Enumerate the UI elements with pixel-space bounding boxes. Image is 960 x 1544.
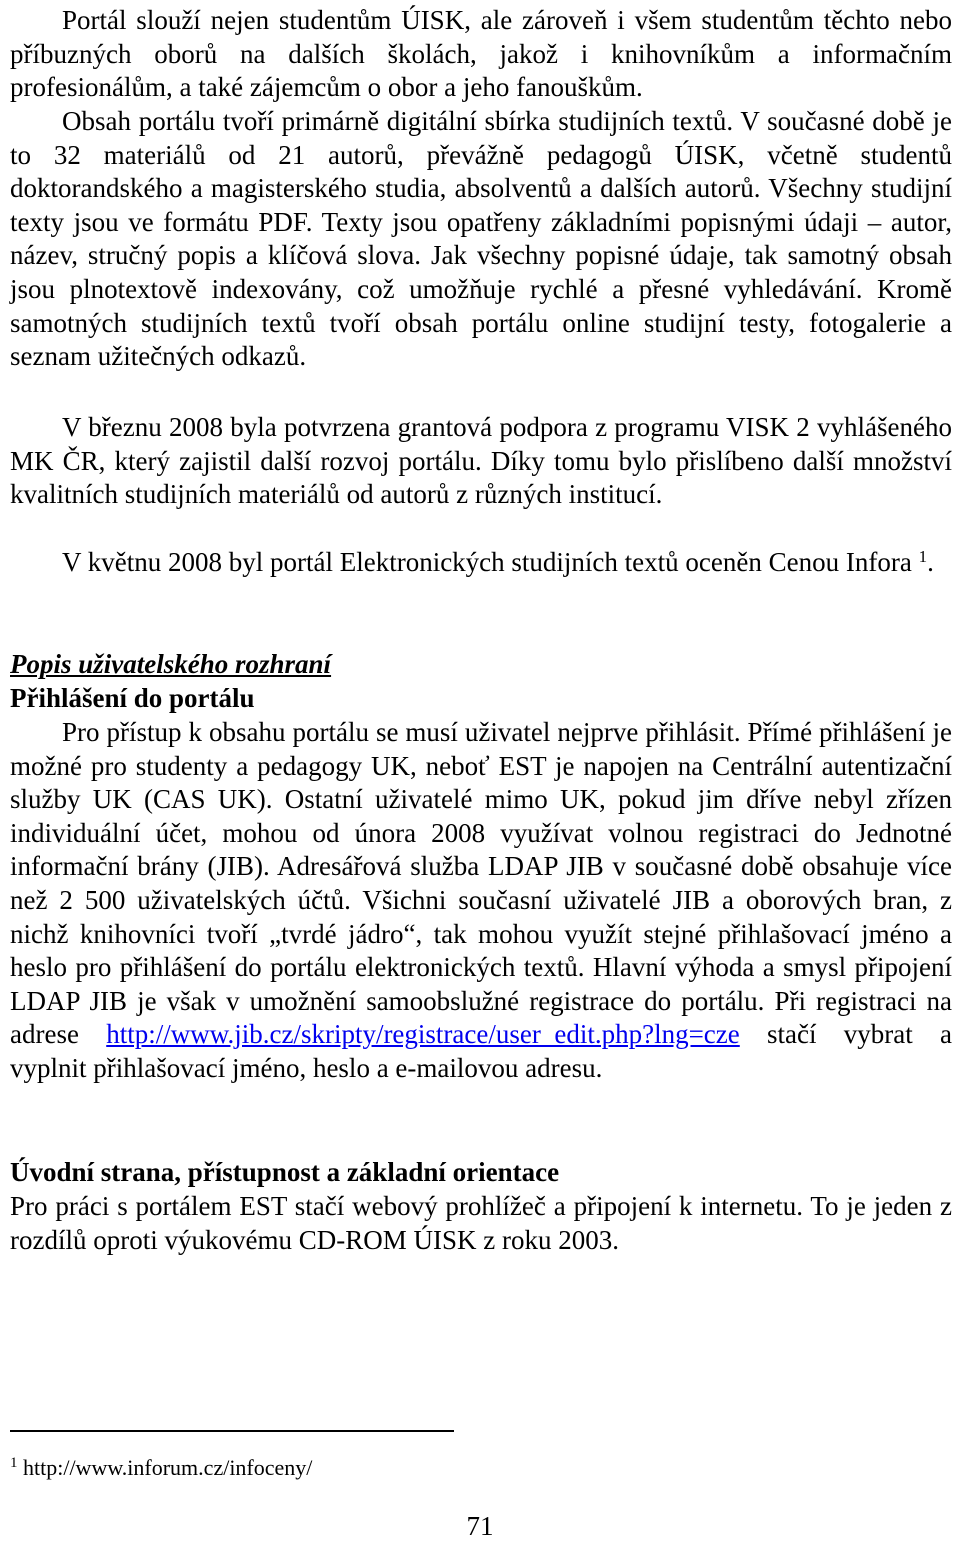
registration-link[interactable]: http://www.jib.cz/skripty/registrace/user_edit.php?lng=cze	[106, 1019, 740, 1050]
home-paragraph: Pro práci s portálem EST stačí webový prohlížeč a připojení k internetu. To je jeden z rozdílů oproti výukovému CD-ROM ÚISK z roku 2003.	[10, 1191, 952, 1255]
footnote-reference[interactable]: 1	[918, 547, 928, 566]
subheading-login: Přihlášení do portálu	[10, 683, 255, 713]
login-paragraph-end: stačí vybrat a vyplnit přihlašovací jméno, heslo a e-mailovou adresu.	[10, 1019, 952, 1083]
footnote	[10, 1454, 312, 1482]
footnote-url[interactable]: http://www.inforum.cz/infoceny/	[23, 1455, 313, 1480]
intro-paragraph-3: V březnu 2008 byla potvrzena grantová podpora z programu VISK 2 vyhlášeného MK ČR, který zajistil další rozvoj portálu. Díky tomu bylo přislíbeno další množství kvalitních studijních materiálů od autorů z různých institucí.	[10, 412, 952, 510]
intro-paragraph-4-text: V květnu 2008 byl portál Elektronických studijních textů oceněn Cenou Infora	[62, 547, 912, 577]
login-paragraph	[10, 716, 952, 1086]
intro-paragraph-1: Portál slouží nejen studentům ÚISK, ale zároveň i všem studentům těchto nebo příbuzných oborů na dalších školách, jakož i knihovníkům a informačním profesionálům, a také zájemcům o obor a jeho fanouškům.	[10, 5, 952, 103]
intro-paragraph-4-end: .	[927, 547, 934, 577]
intro-paragraph-4	[10, 546, 952, 580]
subheading-home: Úvodní strana, přístupnost a základní orientace	[10, 1157, 560, 1187]
intro-paragraph-2: Obsah portálu tvoří primárně digitální sbírka studijních textů. V současné době je to 32 materiálů od 21 autorů, převážně pedagogů ÚISK, včetně studentů doktorandského a magisterského studia, absolventů a dalších autorů. Všechny studijní texty jsou ve formátu PDF. Texty jsou opatřeny základními popisnými údaji – autor, název, stručný popis a klíčová slova. Jak všechny popisné údaje, tak samotný obsah jsou plnotextově indexovány, což umožňuje rychlé a přesné vyhledávání. Kromě samotných studijních textů tvoří obsah portálu online studijní testy, fotogalerie a seznam užitečných odkazů.	[10, 106, 952, 372]
footnote-divider	[10, 1430, 454, 1432]
page-number: 71	[466, 1511, 494, 1541]
footnote-number: 1	[10, 1455, 18, 1471]
login-paragraph-text: Pro přístup k obsahu portálu se musí uživatel nejprve přihlásit. Přímé přihlášení je možné pro studenty a pedagogy UK, neboť EST je napojen na Centrální autentizační služby UK (CAS UK). Ostatní uživatelé mimo UK, pokud jim dříve nebyl zřízen individuální účet, mohou od února 2008 využívat volnou registraci do Jednotné informační brány (JIB). Adresářová služba LDAP JIB v současné době obsahuje více než 2 500 uživatelských účtů. Všichni současní uživatelé JIB a oborových bran, z nichž knihovníci tvoří „tvrdé jádro“, tak mohou využít stejné přihlašovací jméno a heslo pro přihlášení do portálu elektronických textů. Hlavní výhoda a smysl připojení LDAP JIB je však v umožnění samoobslužné registrace do portálu. Při registraci na adrese	[10, 717, 952, 1050]
section-heading-ui: Popis uživatelského rozhraní	[10, 649, 332, 679]
